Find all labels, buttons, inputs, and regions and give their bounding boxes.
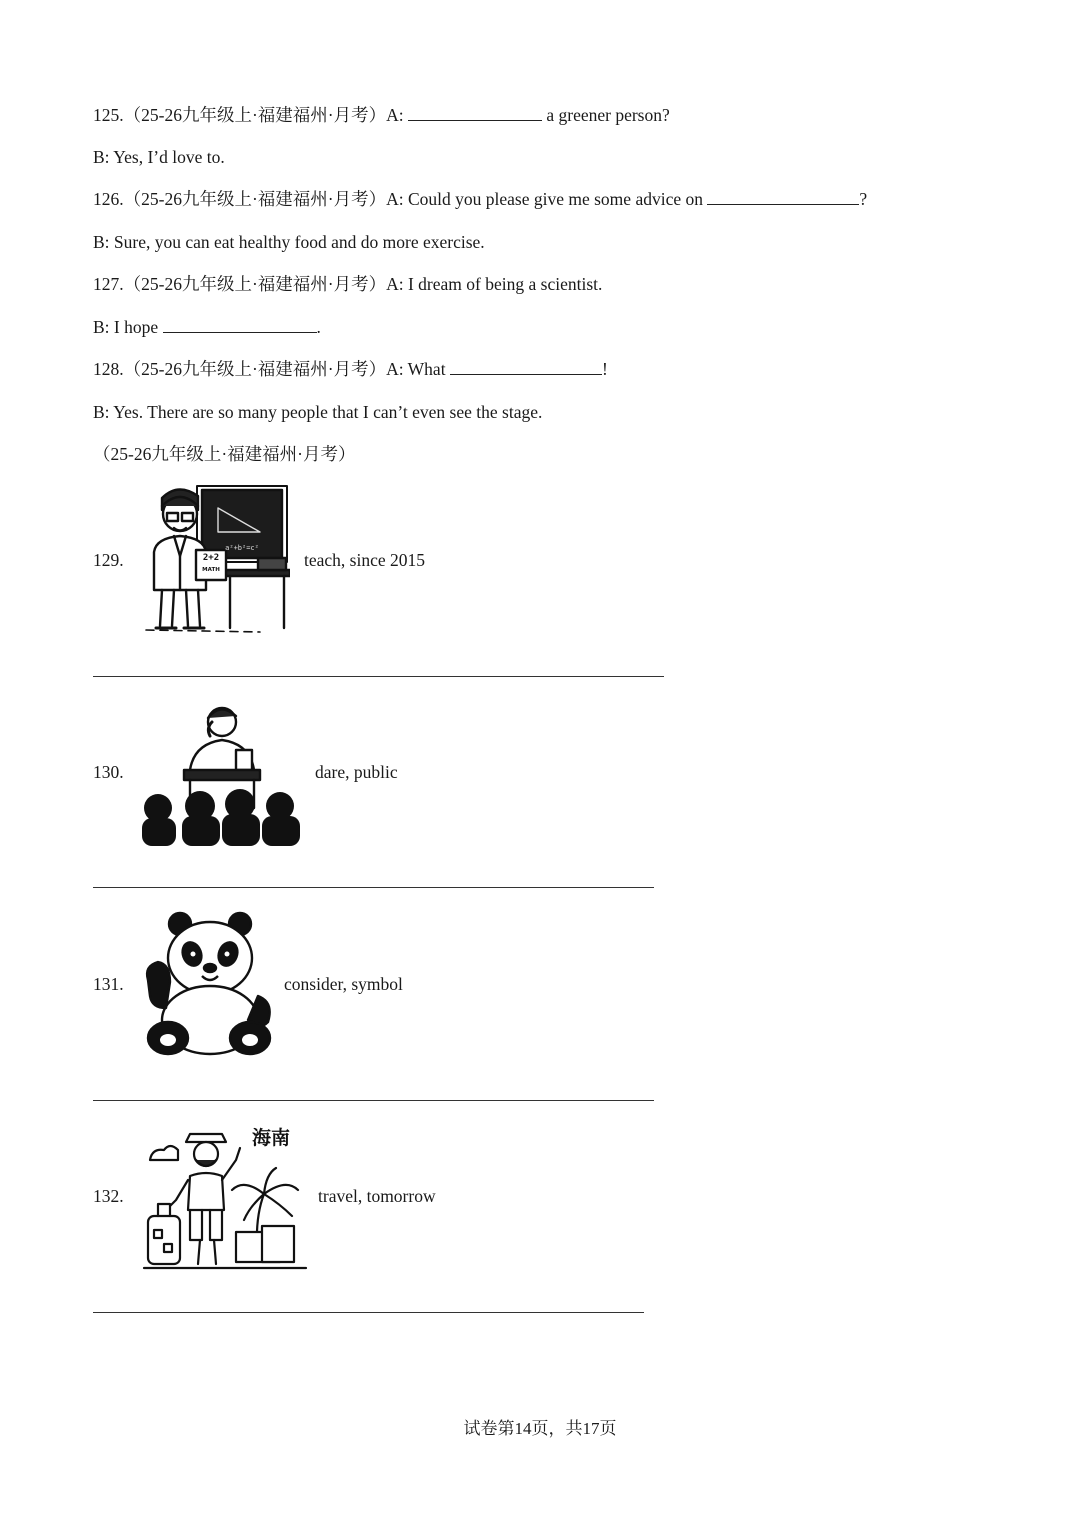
question-127-a bbox=[93, 273, 602, 295]
speaker-a-prefix: A: What bbox=[386, 359, 446, 379]
item-keywords-131: consider, symbol bbox=[284, 974, 403, 994]
answer-line-129[interactable] bbox=[93, 676, 664, 677]
speaker-a-prefix: A: bbox=[386, 105, 404, 125]
section-source: （25-26九年级上·福建福州·月考） bbox=[93, 444, 356, 464]
speaker-b-prefix: B: I hope bbox=[93, 317, 159, 337]
question-number: 128. bbox=[93, 359, 124, 379]
question-127-b bbox=[93, 316, 321, 338]
answer-line-130[interactable] bbox=[93, 887, 654, 888]
question-125-b: B: Yes, I’d love to. bbox=[93, 147, 225, 167]
answer-blank[interactable] bbox=[408, 104, 542, 121]
answer-blank[interactable] bbox=[163, 316, 317, 333]
answer-line-131[interactable] bbox=[93, 1100, 654, 1101]
item-keywords-130: dare, public bbox=[315, 762, 398, 782]
question-number: 127. bbox=[93, 274, 124, 294]
question-126-b: B: Sure, you can eat healthy food and do more exercise. bbox=[93, 232, 485, 252]
item-number-130: 130. bbox=[93, 762, 124, 782]
answer-blank[interactable] bbox=[450, 358, 602, 375]
public-speaker-illustration bbox=[140, 700, 305, 848]
book-label: 2+2 bbox=[202, 553, 220, 563]
question-source: （25-26九年级上·福建福州·月考） bbox=[123, 274, 387, 294]
question-source: （25-26九年级上·福建福州·月考） bbox=[123, 105, 387, 125]
question-126-a bbox=[93, 188, 867, 210]
question-128-a bbox=[93, 358, 608, 380]
book-sublabel: MATH bbox=[202, 567, 220, 573]
item-number-131: 131. bbox=[93, 974, 124, 994]
answer-line-132[interactable] bbox=[93, 1312, 644, 1313]
question-125-a bbox=[93, 104, 670, 126]
speaker-a-suffix: ? bbox=[859, 189, 868, 209]
item-number-129: 129. bbox=[93, 550, 124, 570]
speaker-a-suffix: ! bbox=[601, 359, 608, 379]
question-128-b: B: Yes. There are so many people that I can’t even see the stage. bbox=[93, 402, 543, 422]
question-number: 125. bbox=[93, 105, 124, 125]
item-keywords-132: travel, tomorrow bbox=[318, 1186, 436, 1206]
page-footer: 试卷第14页，共17页 bbox=[463, 1419, 617, 1438]
traveler-illustration bbox=[140, 1120, 308, 1272]
blackboard-text: a²+b²=c² bbox=[225, 544, 259, 552]
speaker-a-suffix: a greener person? bbox=[546, 105, 670, 125]
teacher-illustration bbox=[140, 480, 290, 635]
answer-blank[interactable] bbox=[707, 188, 859, 205]
item-keywords-129: teach, since 2015 bbox=[304, 550, 425, 570]
speaker-a-prefix: A: Could you please give me some advice on bbox=[386, 189, 703, 209]
question-source: （25-26九年级上·福建福州·月考） bbox=[123, 189, 387, 209]
speaker-a-text: A: I dream of being a scientist. bbox=[386, 274, 603, 294]
panda-illustration bbox=[140, 910, 275, 1058]
speaker-b-suffix: . bbox=[316, 317, 321, 337]
question-number: 126. bbox=[93, 189, 124, 209]
item-number-132: 132. bbox=[93, 1186, 124, 1206]
hainan-label: 海南 bbox=[252, 1127, 291, 1149]
question-source: （25-26九年级上·福建福州·月考） bbox=[123, 359, 387, 379]
